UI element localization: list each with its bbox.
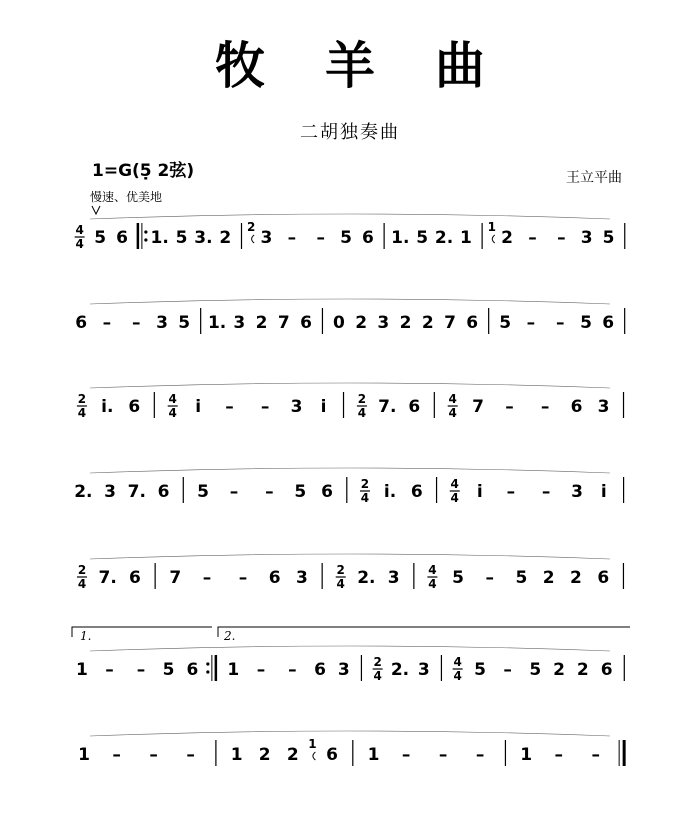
note: i. [101,397,114,417]
note: 3 [597,397,610,417]
time-sig-bottom: 4 [450,491,459,505]
note: 2 [258,745,271,765]
note: 5 [474,660,486,680]
note: 6 [268,568,281,588]
note: 7 [444,313,456,333]
grace-slur [313,752,316,760]
note: 1 [78,745,90,765]
time-sig-bottom: 4 [428,577,437,591]
phrase-slur [90,383,610,388]
dash: – [112,745,121,765]
phrase-slur [90,214,610,219]
time-sig-top: 4 [75,223,84,237]
subtitle: 二胡独奏曲 [300,122,400,143]
note: 2 [421,313,434,333]
note: 6 [300,313,312,333]
dash: – [591,745,601,765]
time-sig-bottom: 4 [373,669,382,683]
note: 7 [169,568,182,588]
note: 2. [357,568,376,588]
dash: – [136,660,146,680]
volta-second-label: 2. [224,629,236,643]
note: 7 [472,397,485,417]
note: 6 [362,228,374,248]
volta-second-bracket [218,627,630,637]
dash: – [186,745,195,765]
note: 5 [452,568,464,588]
note: 3. [194,228,213,248]
grace-note: 1 [487,220,496,234]
phrase-slur [90,554,610,559]
repeat-dot [206,670,209,673]
note: 5 [499,313,512,333]
note: 6 [186,660,199,680]
note: 5 [197,482,209,502]
page-title: 牧羊曲 [215,36,545,95]
dash: – [229,482,239,502]
note: 6 [600,660,613,680]
phrase-slur [90,646,610,651]
dash: – [265,482,274,502]
note: 3 [233,313,246,333]
phrase-slur [90,468,610,473]
note: 5 [178,313,191,333]
note: 5 [175,228,188,248]
dash: – [316,228,325,248]
note: 5 [416,228,429,248]
time-sig-top: 2 [360,477,370,491]
dash: – [554,745,563,765]
note: 6 [410,482,423,502]
note: i [195,397,202,417]
note: 7. [378,397,397,417]
dash: – [540,397,550,417]
dash: – [555,313,565,333]
note: 3 [417,660,430,680]
note: 2 [255,313,268,333]
dash: – [526,313,536,333]
note: 2 [576,660,589,680]
note: 6 [570,397,583,417]
grace-note: 1 [308,737,317,751]
tempo-marking: 慢速、优美地 [90,190,163,204]
time-sig-bottom: 4 [357,406,367,420]
note: 6 [116,228,128,248]
note: 7. [98,568,117,588]
repeat-dot [206,662,209,665]
time-sig-top: 2 [357,392,367,406]
dash: – [541,482,551,502]
dash: – [506,482,516,502]
dash: – [485,568,494,588]
phrase-slur [90,299,610,304]
time-sig-top: 2 [77,563,87,577]
volta-first-bracket [72,627,212,637]
note: 6 [597,568,610,588]
time-sig-top: 4 [428,563,437,577]
note: 5 [580,313,592,333]
note: 2 [553,660,565,680]
note: 3 [296,568,308,588]
note: 3 [290,397,303,417]
note: 1. [150,228,169,248]
time-sig-bottom: 4 [168,406,177,420]
note: 1 [367,745,380,765]
dash: – [131,313,141,333]
note: 0 [332,313,345,333]
note: 7 [277,313,290,333]
dash: – [528,228,537,248]
time-sig-bottom: 4 [448,406,457,420]
note: 3 [337,660,350,680]
key-signature: 1=G(5̣ 2弦) [92,161,195,181]
note: 2 [542,568,555,588]
note: 2. [74,482,93,502]
dash: – [401,745,411,765]
note: 1 [460,228,472,248]
note: i [476,482,483,502]
time-sig-top: 2 [373,655,382,669]
time-sig-bottom: 4 [336,577,345,591]
dash: – [557,228,566,248]
note: 1 [227,660,240,680]
note: 6 [602,313,615,333]
dash: – [287,228,297,248]
note: 1 [75,660,88,680]
note: 3 [580,228,593,248]
dash: – [225,397,234,417]
note: 6 [129,568,141,588]
dash: – [149,745,158,765]
note: 6 [466,313,479,333]
grace-slur [492,235,495,243]
note: 5 [515,568,528,588]
dash: – [475,745,485,765]
note: 3 [104,482,116,502]
time-sig-top: 4 [450,477,459,491]
note: 2. [390,660,410,680]
note: 2 [286,745,299,765]
dash: – [256,660,266,680]
grace-slur [252,235,255,243]
note: 5 [94,228,107,248]
note: i [320,397,327,417]
dash: – [438,745,448,765]
note: 2 [219,228,232,248]
time-sig-bottom: 4 [77,406,87,420]
note: 3 [156,313,168,333]
note: 1 [520,745,533,765]
volta-first-label: 1. [80,629,92,643]
note: 2. [434,228,454,248]
dash: – [260,397,270,417]
time-sig-top: 2 [336,563,345,577]
note: 5 [602,228,615,248]
note: 1 [230,745,243,765]
note: 3 [387,568,400,588]
dash: – [202,568,212,588]
note: 1. [391,228,410,248]
time-sig-bottom: 4 [360,491,370,505]
note: i [600,482,607,502]
dash: – [503,660,512,680]
note: 6 [321,482,333,502]
note: 6 [408,397,421,417]
note: 2 [355,313,368,333]
dash: – [105,660,114,680]
note: 6 [157,482,170,502]
note: 2 [399,313,412,333]
up-bow-icon [92,206,100,214]
repeat-dot [144,230,147,233]
note: 2 [570,568,582,588]
note: 6 [314,660,326,680]
note: 6 [326,745,338,765]
note: 5 [162,660,175,680]
note: 3 [377,313,390,333]
time-sig-top: 4 [168,392,177,406]
time-sig-top: 4 [448,392,457,406]
grace-note: 2 [246,220,256,234]
dash: – [102,313,112,333]
note: 3 [260,228,273,248]
time-sig-top: 4 [453,655,462,669]
note: 7. [127,482,146,502]
note: 2 [501,228,513,248]
time-sig-top: 2 [77,392,87,406]
dash: – [505,397,514,417]
note: 5 [529,660,542,680]
time-sig-bottom: 4 [77,577,87,591]
time-sig-bottom: 4 [75,237,84,251]
note: 5 [340,228,352,248]
time-sig-bottom: 4 [453,669,462,683]
note: i. [383,482,397,502]
note: 6 [75,313,88,333]
note: 6 [128,397,141,417]
note: 5 [294,482,307,502]
phrase-slur [90,731,610,736]
note: 3 [571,482,584,502]
dash: – [288,660,297,680]
dash: – [238,568,248,588]
composer: 王立平曲 [566,170,622,186]
note: 1. [207,313,227,333]
repeat-dot [144,238,147,241]
